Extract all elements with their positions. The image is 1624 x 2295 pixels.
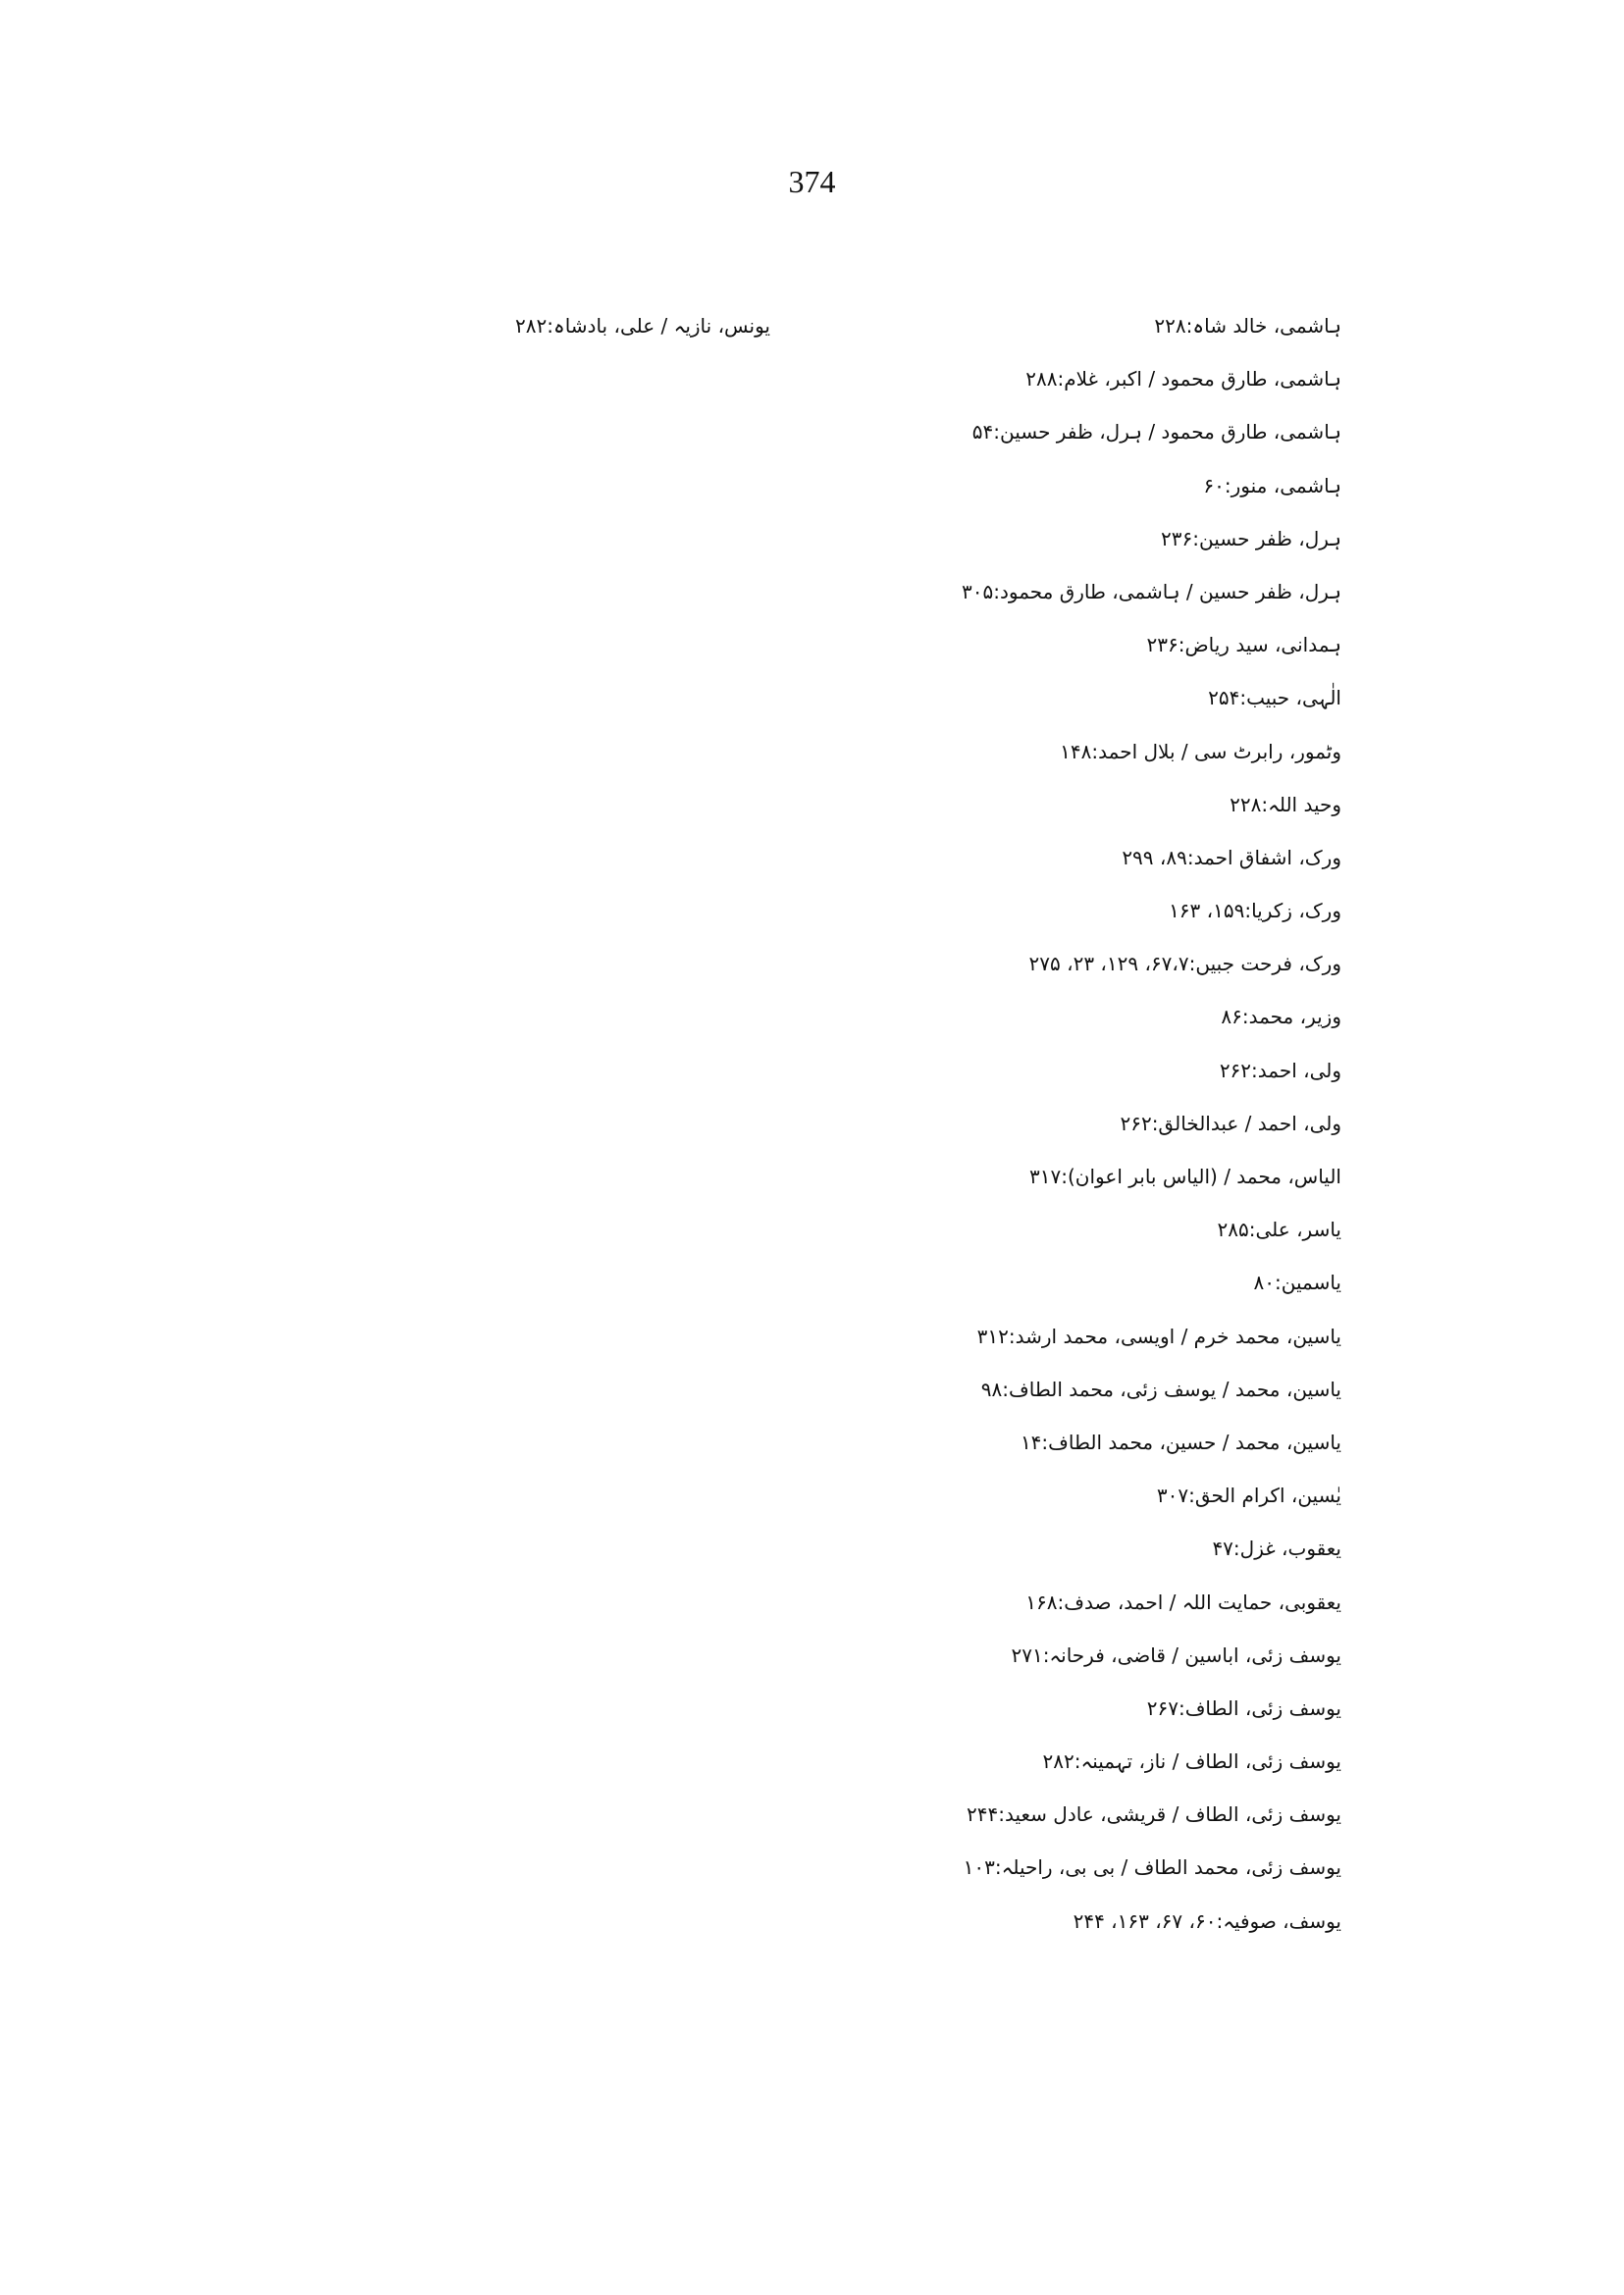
index-entry: یوسف زئی، محمد الطاف / بی بی، راحیلہ:۱۰۳ xyxy=(963,1855,1341,1880)
index-entry: یاسمین:۸۰ xyxy=(1253,1271,1341,1295)
index-entry: یوسف زئی، الطاف / ناز، تہمینہ:۲۸۲ xyxy=(1042,1749,1341,1774)
index-entry: ہرل، ظفر حسین / ہاشمی، طارق محمود:۳۰۵ xyxy=(962,579,1341,603)
index-entry: ولی، احمد / عبدالخالق:۲۶۲ xyxy=(1120,1111,1341,1135)
index-entry: الٰہی، حبیب:۲۵۴ xyxy=(1208,686,1341,710)
index-entry: یٰسین، اکرام الحق:۳۰۷ xyxy=(1156,1484,1341,1508)
index-entry: الیاس، محمد / (الیاس بابر اعوان):۳۱۷ xyxy=(1029,1165,1341,1188)
index-entry: ورک، اشفاق احمد:۸۹، ۲۹۹ xyxy=(1122,845,1341,869)
index-entry: یونس، نازیہ / علی، بادشاہ:۲۸۲ xyxy=(515,314,770,338)
index-entry: ہاشمی، خالد شاہ:۲۲۸ xyxy=(1154,314,1341,338)
index-column-left xyxy=(417,306,770,359)
index-entry: یوسف زئی، اباسین / قاضی، فرحانہ:۲۷۱ xyxy=(1011,1643,1341,1667)
index-entry: یوسف زئی، الطاف / قریشی، عادل سعید:۲۴۴ xyxy=(967,1802,1341,1827)
page-number: 374 xyxy=(788,164,836,199)
index-entry: وزیر، محمد:۸۶ xyxy=(1221,1005,1341,1029)
index-entry: ہاشمی، طارق محمود / ہرل، ظفر حسین:۵۴ xyxy=(971,420,1341,444)
index-entry: یعقوبی، حمایت اللہ / احمد، صدف:۱۶۸ xyxy=(1025,1590,1341,1614)
index-entry: یوسف زئی، الطاف:۲۶۷ xyxy=(1146,1695,1341,1720)
index-entry: ولی، احمد:۲۶۲ xyxy=(1219,1058,1341,1082)
index-entry: یاسین، محمد / حسین، محمد الطاف:۱۴ xyxy=(1020,1430,1341,1454)
index-entry: ہرل، ظفر حسین:۲۳۶ xyxy=(1161,526,1341,550)
index-entry: یاسین، محمد خرم / اویسی، محمد ارشد:۳۱۲ xyxy=(976,1324,1341,1348)
index-entry: یاسر، علی:۲۸۵ xyxy=(1217,1218,1341,1242)
index-entry: ورک، زکریا:۱۵۹، ۱۶۳ xyxy=(1169,899,1341,923)
index-entry: یاسین، محمد / یوسف زئی، محمد الطاف:۹۸ xyxy=(980,1377,1341,1401)
index-entry: ہاشمی، طارق محمود / اکبر، غلام:۲۸۸ xyxy=(1025,367,1341,391)
index-entry: یعقوب، غزل:۴۷ xyxy=(1212,1537,1341,1561)
index-column-right xyxy=(694,306,1341,1955)
index-entry: یوسف، صوفیہ:۶۰، ۶۷، ۱۶۳، ۲۴۴ xyxy=(1073,1908,1341,1933)
index-entry: ہمدانی، سید ریاض:۲۳۶ xyxy=(1146,633,1341,657)
index-entry: ورک، فرحت جبیں:۶۷،۷، ۱۲۹، ۲۳، ۲۷۵ xyxy=(1028,952,1341,976)
index-entry: وٹمور، رابرٹ سی / بلال احمد:۱۴۸ xyxy=(1060,739,1341,763)
index-entry: ہاشمی، منور:۶۰ xyxy=(1203,473,1341,497)
index-entry: وحید اللہ:۲۲۸ xyxy=(1230,792,1341,816)
